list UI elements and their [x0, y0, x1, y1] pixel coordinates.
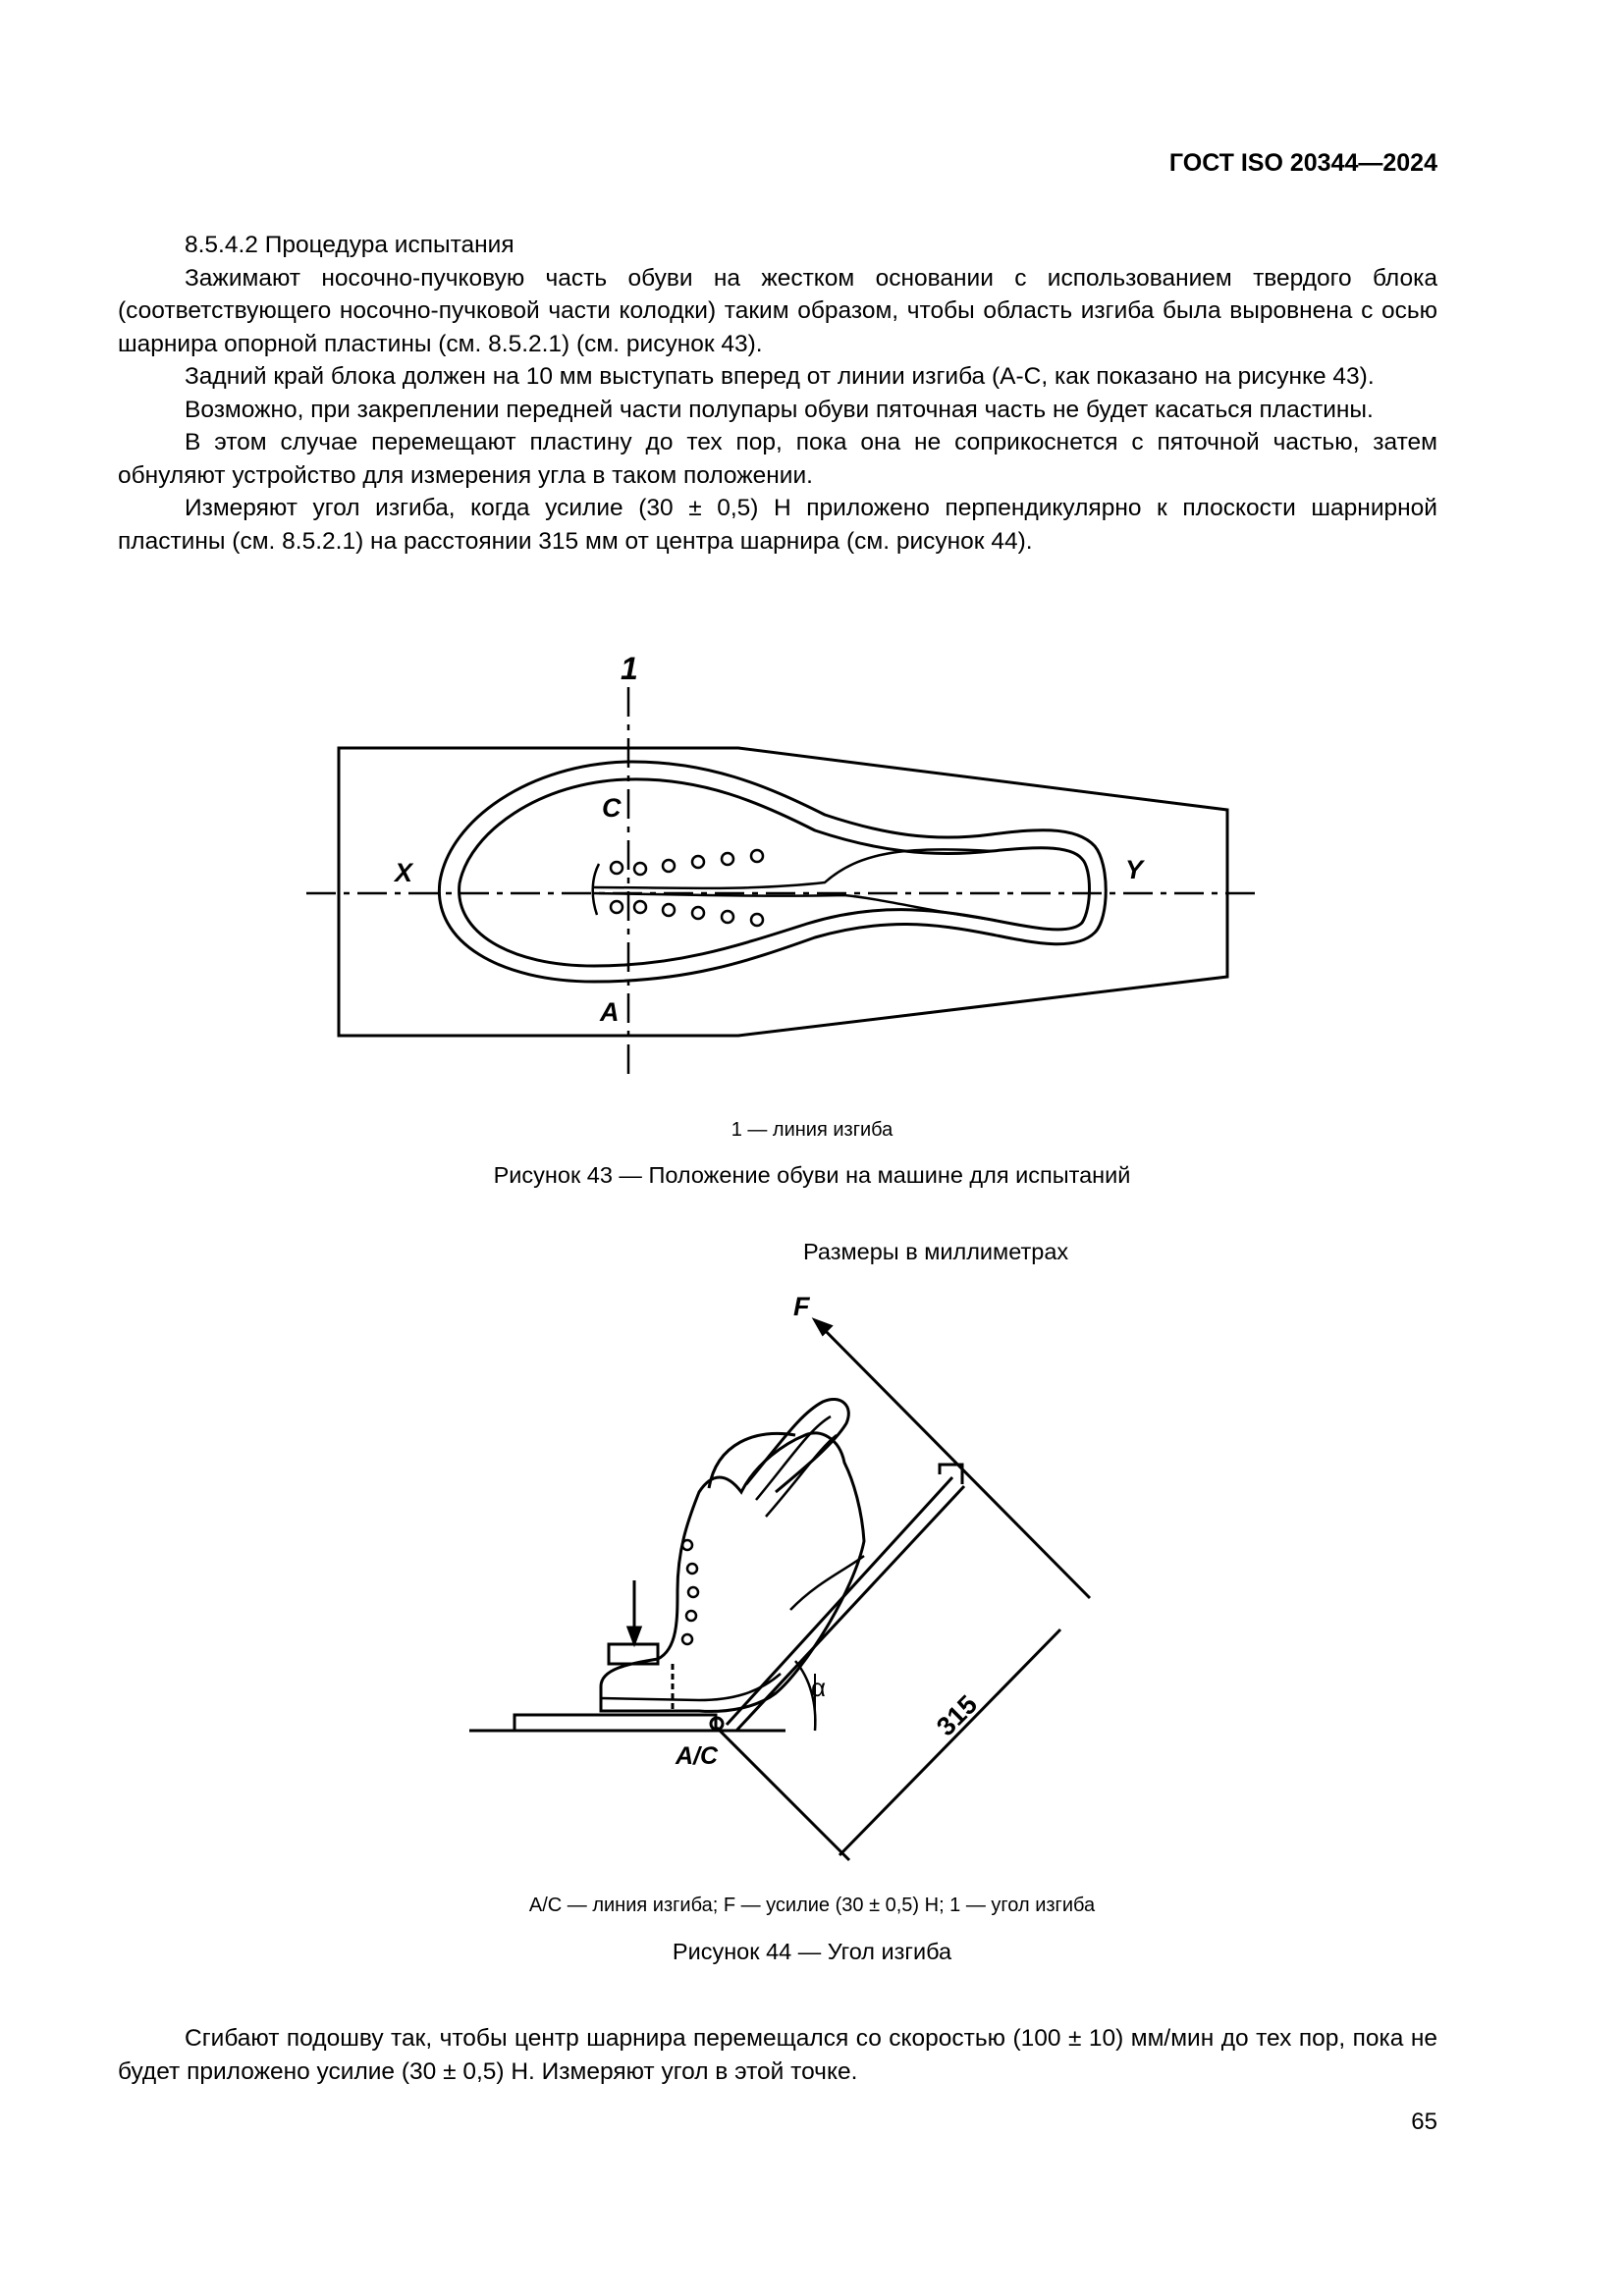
- label-y: Y: [1125, 855, 1144, 884]
- hinge-plate-lower: [736, 1486, 964, 1731]
- dimension-line: [839, 1629, 1060, 1855]
- section-heading: 8.5.4.2 Процедура испытания: [185, 232, 514, 258]
- paragraph: Измеряют угол изгиба, когда усилие (30 ± 0,5) Н приложено перпендикулярно к плоскости шарнирной пластины (см. 8.5.2.1) на расстоянии 315 мм от центра шарнира (см. рисунок 44).: [118, 495, 1437, 555]
- paragraph: Сгибают подошву так, чтобы центр шарнира перемещался со скоростью (100 ± 10) мм/мин до тех пор, пока не будет приложено усилие (30 ± 0,5) Н. Измеряют угол в этой точке.: [118, 2025, 1437, 2085]
- document-id: ГОСТ ISO 20344—2024: [1168, 149, 1437, 177]
- figure-44-title: Рисунок 44 — Угол изгиба: [672, 1939, 952, 1964]
- paragraph: Возможно, при закреплении передней части полупары обуви пяточная часть не будет касаться пластины.: [185, 396, 1374, 423]
- figure-44-legend: A/C — линия изгиба; F — усилие (30 ± 0,5) Н; 1 — угол изгиба: [528, 1895, 1096, 1916]
- base-plate: [514, 1715, 716, 1731]
- clamp-arrow-head: [628, 1628, 640, 1643]
- paragraph: Задний край блока должен на 10 мм выступать вперед от линии изгиба (A-C, как показано на рисунке 43).: [185, 363, 1375, 390]
- figure-43-title: Рисунок 43 — Положение обуви на машине для испытаний: [493, 1162, 1131, 1188]
- label-x: X: [395, 858, 413, 887]
- eyelet-icon: [686, 1611, 696, 1621]
- figure-43-legend: 1 — линия изгиба: [731, 1119, 893, 1141]
- units-note: Размеры в миллиметрах: [803, 1239, 1069, 1264]
- paragraph: Зажимают носочно-пучковую часть обуви на жестком основании с использованием твердого блока (соответствующего носочно-пучковой части колодки) таким образом, чтобы область изгиба была выровнена с осью шарнира опорной пластины (см. 8.5.2.1) (см. рисунок 43).: [118, 264, 1437, 357]
- label-dimension: 315: [931, 1689, 984, 1742]
- label-a: A: [600, 997, 620, 1027]
- boot-eyelets: [682, 1540, 698, 1644]
- closing-text: [118, 2022, 1437, 2088]
- boot-toe-line: [790, 1556, 864, 1610]
- eyelet-icon: [687, 1564, 697, 1574]
- eyelet-icon: [682, 1634, 692, 1644]
- page-number: 65: [1411, 2109, 1437, 2135]
- dimension-extension: [717, 1728, 849, 1860]
- label-alpha: α: [811, 1673, 827, 1702]
- label-force: F: [793, 1292, 810, 1321]
- label-hinge: A/C: [676, 1742, 719, 1770]
- label-c: C: [602, 793, 622, 823]
- force-line: [815, 1320, 1090, 1598]
- boot-outline: [601, 1433, 864, 1712]
- eyelet-icon: [682, 1540, 692, 1550]
- paragraph: В этом случае перемещают пластину до тех пор, пока она не соприкоснется с пяточной частью, затем обнуляют устройство для измерения угла в таком положении.: [118, 429, 1437, 489]
- eyelet-icon: [688, 1587, 698, 1597]
- label-bend-line: 1: [621, 651, 638, 686]
